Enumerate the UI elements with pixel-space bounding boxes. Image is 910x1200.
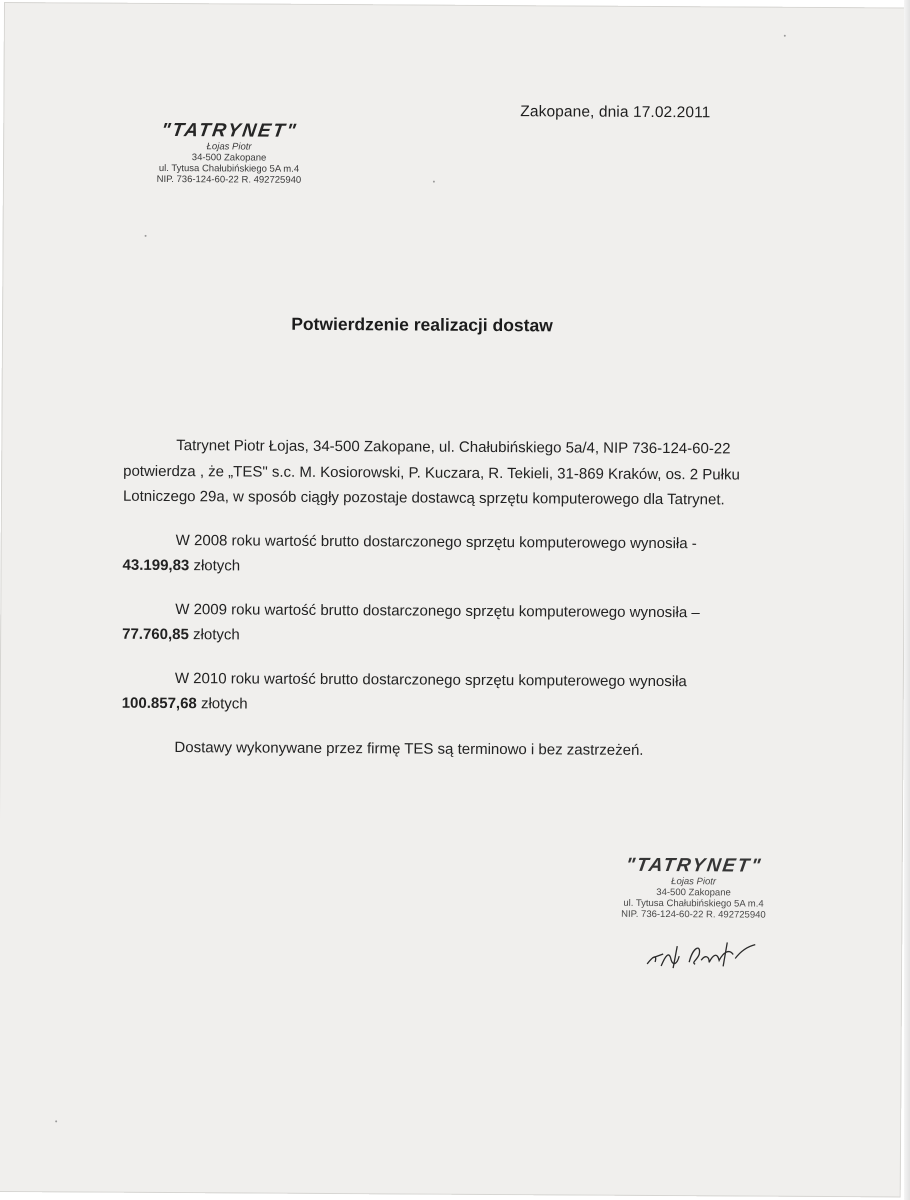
entry-currency: złotych bbox=[200, 695, 248, 713]
stamp-street: ul. Tytusa Chałubińskiego 5A m.4 bbox=[623, 897, 764, 910]
entry-amount: 77.760,85 bbox=[122, 625, 189, 644]
company-stamp-bottom bbox=[588, 856, 798, 921]
stamp-owner: Łojas Piotr bbox=[206, 141, 252, 153]
handwritten-signature bbox=[643, 936, 763, 973]
entry-currency: złotych bbox=[193, 557, 241, 575]
scan-speck bbox=[145, 235, 147, 237]
scan-speck bbox=[433, 181, 435, 183]
stamp-brand: "TATRYNET" bbox=[159, 119, 299, 142]
entry-text: W 2010 roku wartość brutto dostarczonego sprzętu komputerowego wynosiła bbox=[174, 669, 687, 690]
entry-text: W 2009 roku wartość brutto dostarczonego sprzętu komputerowego wynosiła – bbox=[175, 600, 700, 621]
entry-text: W 2008 roku wartość brutto dostarczonego sprzętu komputerowego wynosiła - bbox=[175, 531, 697, 552]
entry-2008 bbox=[122, 527, 772, 582]
entry-2009 bbox=[122, 596, 772, 651]
stamp-street: ul. Tytusa Chałubińskiego 5A m.4 bbox=[158, 162, 300, 175]
stamp-owner: Łojas Piotr bbox=[671, 876, 717, 888]
entry-amount: 43.199,83 bbox=[122, 556, 190, 575]
document-title: Potwierdzenie realizacji dostaw bbox=[291, 313, 553, 336]
stamp-ids: NIP. 736-124-60-22 R. 492725940 bbox=[621, 908, 766, 921]
scan-speck bbox=[55, 1120, 57, 1122]
document-body bbox=[121, 433, 773, 782]
stamp-city: 34-500 Zakopane bbox=[656, 887, 731, 899]
entry-amount: 100.857,68 bbox=[121, 694, 197, 713]
intro-paragraph: Tatrynet Piotr Łojas, 34-500 Zakopane, ul. Chałubińskiego 5a/4, NIP 736-124-60-22 potwierdza , że „TES" s.c. M. Kosiorowski, P. Kuczara, R. Tekieli, 31-869 Kraków, os. 2 Pułku Lotniczego 29a, w sposób ciągły pozostaje dostawcą sprzętu komputerowego dla Tatrynet. bbox=[122, 437, 740, 509]
document-page bbox=[0, 2, 908, 1198]
entry-2010 bbox=[122, 665, 772, 720]
entry-currency: złotych bbox=[192, 626, 240, 644]
stamp-city: 34-500 Zakopane bbox=[191, 152, 267, 164]
stamp-brand: "TATRYNET" bbox=[624, 854, 764, 877]
scan-edge bbox=[904, 0, 910, 1200]
document-date: Zakopane, dnia 17.02.2011 bbox=[520, 103, 711, 122]
company-stamp-top bbox=[119, 121, 339, 186]
stamp-ids: NIP. 736-124-60-22 R. 492725940 bbox=[156, 173, 302, 186]
closing-paragraph: Dostawy wykonywane przez firmę TES są terminowo i bez zastrzeżeń. bbox=[174, 738, 644, 759]
scan-speck bbox=[784, 35, 786, 37]
